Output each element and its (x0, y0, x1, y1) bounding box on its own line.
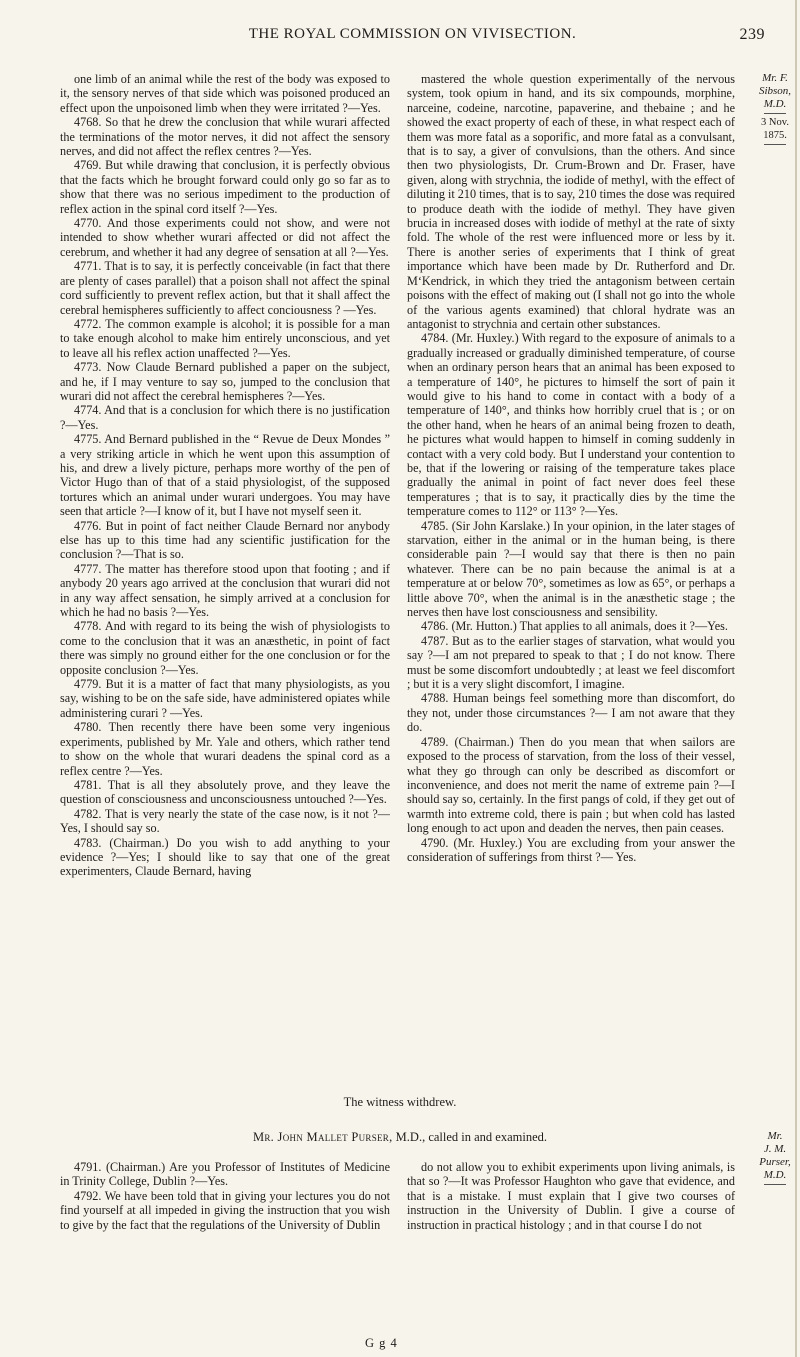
bottom-left-column (60, 1160, 390, 1232)
paragraph: 4776. But in point of fact neither Claude Bernard nor anybody else has up to this time had any scientific justification for the conclusion ?—That is so. (60, 518, 390, 562)
paragraph: 4768. So that he drew the conclusion that while wurari affected the terminations of the motor nerves, it did not affect the sensory nerves, and did not affect the reflex centres ?—Yes. (60, 115, 390, 159)
paragraph: one limb of an animal while the rest of the body was exposed to it, the sensory nerves of that side which was poisoned produced an effect upon the unpoisoned limb when they were irritated ?—Yes. (60, 72, 390, 115)
paragraph: 4781. That is all they absolutely prove, and they leave the question of consciousness and unconsciousness untouched ?—Yes. (60, 777, 390, 807)
signature-mark: G g 4 (365, 1336, 398, 1350)
paragraph: 4791. (Chairman.) Are you Professor of Institutes of Medicine in Trinity College, Dublin ?—Yes. (60, 1160, 390, 1189)
margin-witness-name: J. M. Purser, (759, 1143, 791, 1168)
paragraph: 4777. The matter has therefore stood upon that footing ; and if anybody 20 years ago arrived at the conclusion that wurari did not in any way affect sensation, he simply arrived at a conclusion for which he had no basis ?—Yes. (60, 561, 390, 620)
page-edge (795, 0, 797, 1357)
margin-note-witness-1 (750, 72, 800, 147)
margin-witness-degree: M.D. (763, 1169, 787, 1181)
right-column (407, 72, 735, 864)
paragraph: 4778. And with regard to its being the wish of physiologists to come to the conclusion that it was an anæsthetic, in point of fact there was simply no ground either for the one conclusion or for the opposite conclusion ?—Yes. (60, 619, 390, 677)
margin-witness-title: Mr. (767, 1130, 783, 1142)
paragraph: 4773. Now Claude Bernard published a paper on the subject, and he, if I may venture to say so, jumped to the conclusion that wurari did not affect the cerebral hemispheres ?—Yes. (60, 360, 390, 403)
page-number: 239 (739, 26, 765, 43)
paragraph: 4792. We have been told that in giving your lectures you do not find yourself at all impeded in giving the instruction that you wish to give by the fact that the regulations of the University of Dublin (60, 1188, 390, 1232)
paragraph: 4769. But while drawing that conclusion, it is perfectly obvious that the facts which he brought forward could only go so far as to show that there was no serious impediment to the production of reflex action in the spinal cord itself ?—Yes. (60, 158, 390, 216)
page-header (60, 22, 765, 46)
margin-rule (764, 1184, 786, 1185)
margin-witness-name: Mr. F. Sibson, (758, 72, 792, 97)
margin-rule (764, 144, 786, 145)
left-column (60, 72, 390, 879)
paragraph: 4790. (Mr. Huxley.) You are excluding from your answer the consideration of sufferings from thirst ?— Yes. (407, 835, 735, 864)
margin-date: 3 Nov. 1875. (761, 117, 789, 141)
section-heading (60, 1130, 740, 1145)
paragraph: 4784. (Mr. Huxley.) With regard to the exposure of animals to a gradually increased or gradually diminished temperature, of course when an ordinary person hears that an animal has been exposed to a temperature of 140°, he pictures to himself the sort of pain it would give to his hand to come in contact with a body of a temperature of 140°, and thinks how horribly cruel that is ; or on the other hand, when he hears of an animal being frozen to death, he pictures what would happen to himself in coming suddenly in contact with a very cold body. But I understand your contention to be, that if the lowering or raising of the temperature takes place gradually the animal in point of fact never does feel these temperatures ; that is to say, it practically dies by the time the temperature comes to 112° or 113° ?—Yes. (407, 331, 735, 519)
witness-name: Mr. John Mallet Purser, (252, 1130, 393, 1144)
paragraph: 4770. And those experiments could not show, and were not intended to show whether wurari affected or did not affect the cerebrum, and whether it had any degree of sensation at all ?—Yes. (60, 216, 390, 259)
witness-withdrew: The witness withdrew. (343, 1095, 457, 1109)
paragraph: 4783. (Chairman.) Do you wish to add anything to your evidence ?—Yes; I should like to say that one of the great experimenters, Claude Bernard, having (60, 835, 390, 879)
paragraph: 4786. (Mr. Hutton.) That applies to all animals, does it ?—Yes. (421, 619, 728, 634)
paragraph: 4789. (Chairman.) Then do you mean that when sailors are exposed to the process of starvation, from the loss of their vessel, what they go through can only be described as discomfort or inconvenience, and does not merit the name of extreme pain ?—I should say so, certainly. In the first pangs of cold, if they get out of warmth into extreme cold, there is pain ; but when cold has lasted long enough to act upon and deaden the nerves, then pain ceases. (407, 734, 735, 836)
running-title: THE ROYAL COMMISSION ON VIVISECTION. (248, 26, 577, 42)
paragraph: 4787. But as to the earlier stages of starvation, what would you say ?—I am not prepared to speak to that ; I do not know. There must be some discomfort undoubtedly ; at least we feel discomfort ; but it is a very slight discomfort, I imagine. (407, 633, 735, 692)
witness-called: M.D., called in and examined. (395, 1130, 548, 1144)
paragraph: do not allow you to exhibit experiments upon living animals, is that so ?—It was Professor Haughton who gave that evidence, and that is a mistake. I must explain that I give two courses of instruction in the University of Dublin. I give a course of instruction in practical histology ; and in that course I do not (407, 1160, 735, 1232)
paragraph: 4774. And that is a conclusion for which there is no justification ?—Yes. (60, 403, 390, 432)
paragraph: 4779. But it is a matter of fact that many physiologists, as you say, wishing to be on the safe side, have administered opiates while administering curari ? —Yes. (60, 677, 390, 720)
margin-rule (764, 113, 786, 114)
paragraph: 4771. That is to say, it is perfectly conceivable (in fact that there are plenty of cases parallel) that a poison shall not affect the spinal cord sufficiently to prevent reflex action, but that it shall affect the cerebral hemispheres sufficiently to affect conciousness ? —Yes. (60, 259, 390, 317)
paragraph: 4782. That is very nearly the state of the case now, is it not ?—Yes, I should say so. (60, 806, 390, 836)
margin-note-witness-2 (750, 1130, 800, 1187)
margin-witness-degree: M.D. (763, 98, 787, 110)
paragraph: 4788. Human beings feel something more than discomfort, do they not, under those circumstances ?— I am not aware that they do. (407, 691, 735, 735)
paragraph: 4772. The common example is alcohol; it is possible for a man to take enough alcohol to make him entirely unconscious, and yet to leave all his reflex action unaffected ?—Yes. (60, 316, 390, 360)
paragraph: 4775. And Bernard published in the “ Revue de Deux Mondes ” a very striking article in which he went upon this assumption of his, and drew a lively picture, perhaps more worthy of the pen of Victor Hugo than of that of a staid physiologist, of the supposed tortures which an animal under wurari undergoes. You may have seen that article ?—I know of it, but I have not myself seen it. (60, 432, 390, 519)
paragraph: 4785. (Sir John Karslake.) In your opinion, in the later stages of starvation, either in the animal or in the human being, is there considerable pain ?—I would say that there is then no pain whatever. There can be no pain because the animal is at a temperature at or below 70°, sometimes as low as 65°, or perhaps a little above 70°, when the animal is in the anæsthetic stage ; the nerves then have lost consciousness and sensibility. (407, 518, 735, 620)
paragraph: mastered the whole question experimentally of the nervous system, took opium in hand, and its six compounds, morphine, narceine, codeine, narcotine, papaverine, and thebaine ; and he showed the exact property of each of these, in what respect each of them was more fatal as a soporific, and more fatal as a convulsant, that is to say, a giver of convulsions, than the others. And since then two physiologists, Dr. Crum-Brown and Dr. Fraser, have given, along with strychnia, the iodide of methyl, with the effect of diluting it 210 times, that is to say, 210 times the dose was required to produce death with the iodide of methyl. They have given brucia in increased doses with iodide of methyl at the rate of sixty fold. The whole of the rest were influenced more or less by it. There is another series of experiments that I think of great importance which have been made by Dr. Rutherford and Dr. M‘Kendrick, in which they tried the antagonism between certain poisons with the effect of making out (I shall not go into the whole of the various agents examined) that chloral hydrate was an antagonist to strychnia and certain other substances. (407, 72, 735, 331)
bottom-right-column (407, 1160, 735, 1232)
paragraph: 4780. Then recently there have been some very ingenious experiments, published by Mr. Yale and others, which rather tend to show on the whole that wurari deadens the spinal cord as a reflex centre ?—Yes. (60, 720, 390, 778)
